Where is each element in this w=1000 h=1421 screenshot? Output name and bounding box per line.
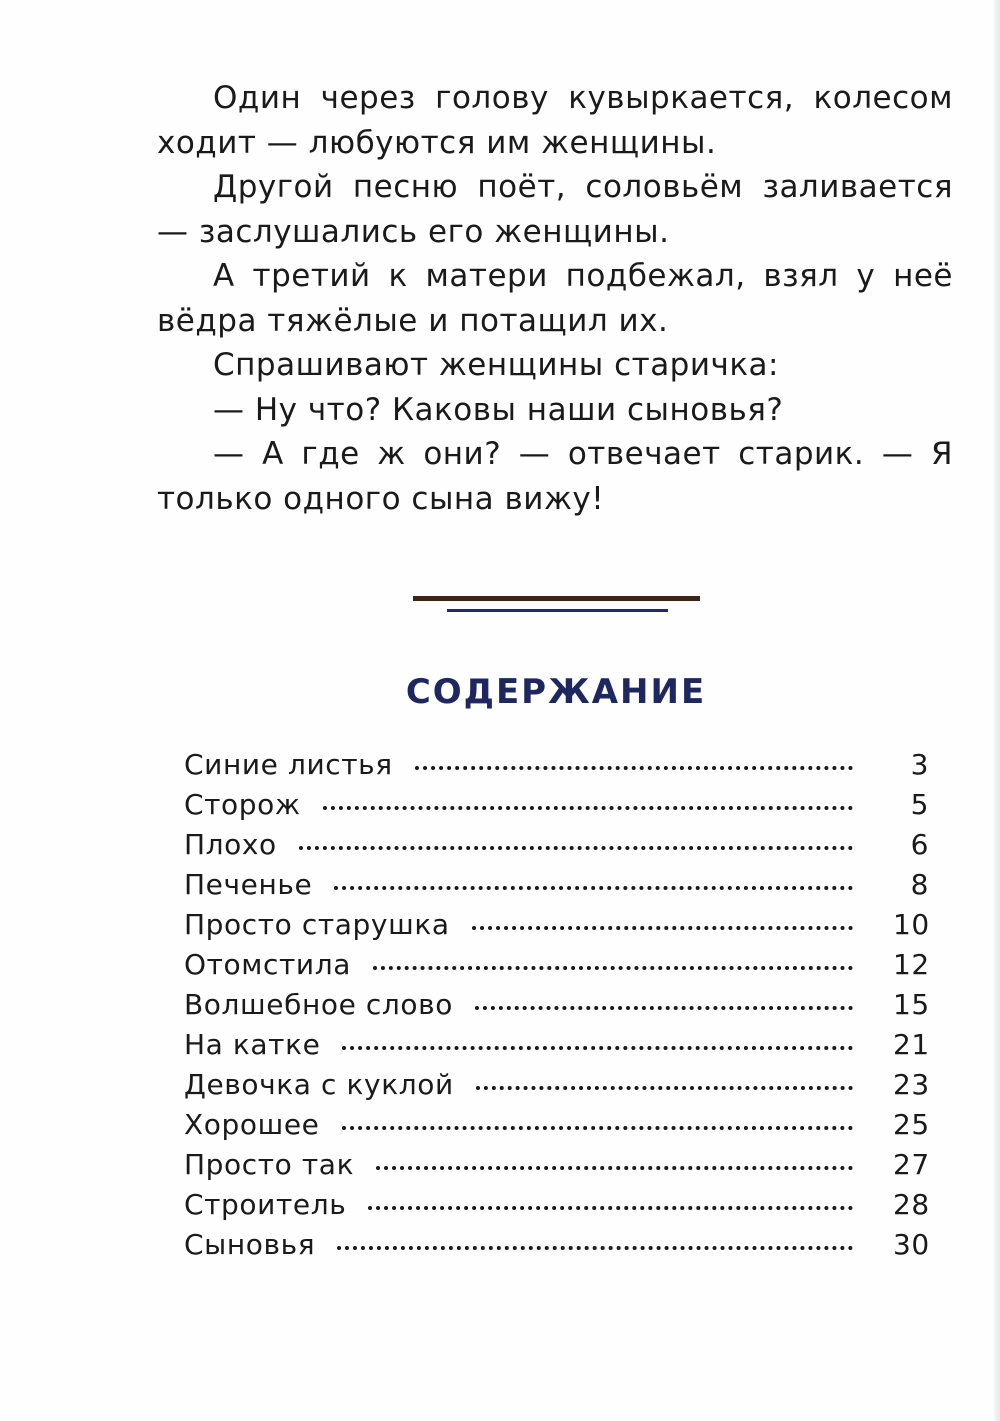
dot-leader bbox=[323, 806, 853, 810]
toc-page-number: 12 bbox=[893, 948, 930, 981]
toc-page-number: 10 bbox=[893, 908, 930, 941]
dot-leader bbox=[334, 886, 853, 890]
toc-entry-title: Печенье bbox=[184, 868, 313, 901]
dot-leader bbox=[368, 1206, 853, 1210]
toc-entry-title: Плохо bbox=[184, 828, 277, 861]
dot-leader bbox=[376, 1166, 853, 1170]
toc-page-number: 23 bbox=[893, 1068, 930, 1101]
toc-entry[interactable] bbox=[184, 748, 929, 788]
table-of-contents bbox=[184, 748, 929, 1268]
toc-page-number: 25 bbox=[893, 1108, 930, 1141]
toc-page-number: 21 bbox=[893, 1028, 930, 1061]
toc-entry[interactable] bbox=[184, 868, 929, 908]
toc-entry-title: Строитель bbox=[184, 1188, 347, 1221]
toc-page-number: 28 bbox=[893, 1188, 930, 1221]
story-paragraph: Один через голову кувыркается, колесом ходит — любуются им женщины. bbox=[157, 80, 953, 161]
dot-leader bbox=[342, 1126, 854, 1130]
toc-entry-title: Синие листья bbox=[184, 748, 393, 781]
dot-leader bbox=[299, 846, 853, 850]
story-text bbox=[157, 76, 953, 521]
toc-page-number: 3 bbox=[910, 748, 929, 781]
dot-leader bbox=[373, 966, 853, 970]
toc-entry[interactable] bbox=[184, 1188, 929, 1228]
toc-entry-title: Девочка с куклой bbox=[184, 1068, 454, 1101]
section-divider-top bbox=[413, 596, 700, 601]
toc-page-number: 27 bbox=[893, 1148, 930, 1181]
dot-leader bbox=[475, 1006, 853, 1010]
toc-page-number: 8 bbox=[910, 868, 929, 901]
story-paragraph: — А где ж они? — отвечает старик. — Я только одного сына вижу! bbox=[157, 436, 953, 517]
toc-page-number: 6 bbox=[910, 828, 929, 861]
section-divider-bottom bbox=[447, 609, 668, 612]
story-paragraph: — Ну что? Каковы наши сыновья? bbox=[213, 391, 784, 428]
toc-page-number: 5 bbox=[910, 788, 929, 821]
dot-leader bbox=[337, 1246, 853, 1250]
toc-page-number: 15 bbox=[893, 988, 930, 1021]
toc-entry[interactable] bbox=[184, 908, 929, 948]
toc-title: СОДЕРЖАНИЕ bbox=[405, 672, 707, 712]
toc-entry[interactable] bbox=[184, 948, 929, 988]
toc-entry[interactable] bbox=[184, 1148, 929, 1188]
toc-entry-title: Волшебное слово bbox=[184, 988, 453, 1021]
story-paragraph: Другой песню поёт, соловьём заливается — заслушались его женщины. bbox=[157, 169, 953, 250]
dot-leader bbox=[415, 766, 853, 770]
toc-entry-title: Отомстила bbox=[184, 948, 351, 981]
toc-entry[interactable] bbox=[184, 1228, 929, 1268]
toc-entry[interactable] bbox=[184, 1068, 929, 1108]
dot-leader bbox=[342, 1046, 853, 1050]
toc-entry[interactable] bbox=[184, 1108, 929, 1148]
toc-entry-title: Просто старушка bbox=[184, 908, 450, 941]
dot-leader bbox=[476, 1086, 853, 1090]
story-paragraph: Спрашивают женщины старичка: bbox=[213, 347, 779, 383]
toc-entry-title: Просто так bbox=[184, 1148, 355, 1181]
toc-entry[interactable] bbox=[184, 1028, 929, 1068]
toc-entry[interactable] bbox=[184, 988, 929, 1028]
toc-entry[interactable] bbox=[184, 788, 929, 828]
toc-entry-title: На катке bbox=[184, 1028, 321, 1061]
toc-entry-title: Хорошее bbox=[184, 1108, 320, 1141]
toc-page-number: 30 bbox=[893, 1228, 930, 1261]
dot-leader bbox=[472, 926, 853, 930]
toc-entry-title: Сторож bbox=[184, 788, 301, 821]
story-paragraph: А третий к матери подбежал, взял у неё вёдра тяжёлые и потащил их. bbox=[157, 258, 953, 339]
toc-entry-title: Сыновья bbox=[184, 1228, 316, 1261]
toc-entry[interactable] bbox=[184, 828, 929, 868]
